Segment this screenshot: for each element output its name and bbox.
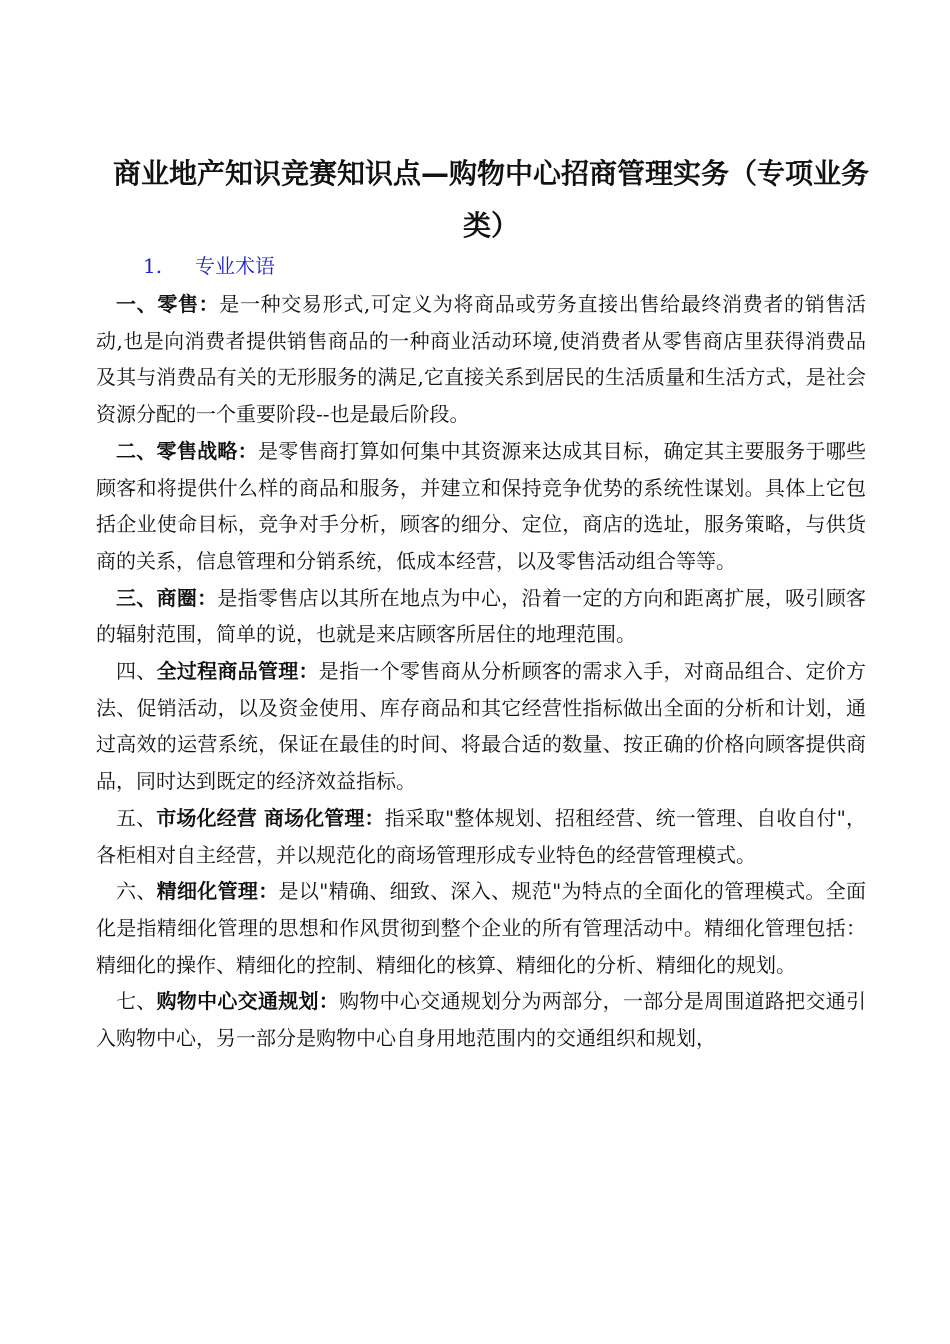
- paragraph-text: 指采取"整体规划、招租经营、统一管理、自收自付"，各柜相对自主经营，并以规范化的商场管理形成专业特色的经营管理模式。: [96, 805, 867, 867]
- paragraph-prefix: 七、: [116, 989, 157, 1014]
- section-number: 1.: [143, 254, 163, 278]
- paragraph-term: 一、零售：: [116, 292, 220, 316]
- paragraph-text: 是以"精确、细致、深入、规范"为特点的全面化的管理模式。全面化是指精细化管理的思想和作风贯彻到整个企业的所有管理活动中。精细化管理包括：精细化的操作、精细化的控制、精细化的核算、精细化的分析、精细化的规划。: [96, 879, 867, 977]
- paragraph-text: 是指一个零售商从分析顾客的需求入手，对商品组合、定价方法、促销活动，以及资金使用、库存商品和其它经营性指标做出全面的分析和计划，通过高效的运营系统，保证在最佳的时间、将最合适的数量、按正确的价格向顾客提供商品，同时达到既定的经济效益指标。: [96, 659, 867, 794]
- paragraph-term: 二、零售战略：: [116, 438, 258, 463]
- paragraph-text: 是零售商打算如何集中其资源来达成其目标，确定其主要服务于哪些顾客和将提供什么样的商品和服务，并建立和保持竞争优势的系统性谋划。具体上它包括企业使命目标，竞争对手分析，顾客的细分、定位，商店的选址，服务策略，与供货商的关系，信息管理和分销系统，低成本经营，以及零售活动组合等等。: [96, 438, 867, 573]
- paragraph-trade-area: [96, 580, 866, 653]
- document-title: 商业地产知识竞赛知识点—购物中心招商管理实务（专项业务类）: [112, 157, 869, 242]
- paragraph-text: 是指零售店以其所在地点为中心，沿着一定的方向和距离扩展，吸引顾客的辐射范围，简单的说，也就是来店顾客所居住的地理范围。: [96, 585, 867, 647]
- paragraph-text: 购物中心交通规划分为两部分，一部分是周围道路把交通引入购物中心，另一部分是购物中心自身用地范围内的交通组织和规划，: [96, 989, 867, 1051]
- paragraph-retail-strategy: [96, 433, 866, 580]
- paragraph-market-operation: [96, 800, 866, 873]
- paragraph-term: 购物中心交通规划：: [156, 989, 340, 1014]
- section-title: 专业术语: [195, 254, 275, 278]
- paragraph-prefix: 五、: [116, 805, 157, 830]
- paragraph-term: 全过程商品管理：: [156, 659, 319, 684]
- paragraph-merchandise-management: [96, 653, 866, 800]
- body-text: [96, 286, 866, 1057]
- paragraph-term: 市场化经营 商场化管理：: [156, 805, 385, 830]
- paragraph-retail: [96, 286, 866, 433]
- paragraph-fine-management: [96, 873, 866, 983]
- paragraph-prefix: 四、: [116, 659, 157, 684]
- paragraph-term: 三、商圈：: [116, 585, 218, 610]
- paragraph-term: 精细化管理：: [156, 879, 279, 904]
- paragraph-traffic-planning: [96, 983, 866, 1056]
- section-heading: [143, 252, 275, 280]
- paragraph-text: 是一种交易形式,可定义为将商品或劳务直接出售给最终消费者的销售活动,也是向消费者提供销售商品的一种商业活动环境,使消费者从零售商店里获得消费品及其与消费品有关的无形服务的满足,它直接关系到居民的生活质量和生活方式，是社会资源分配的一个重要阶段--也是最后阶段。: [96, 292, 867, 427]
- paragraph-prefix: 六、: [116, 879, 157, 904]
